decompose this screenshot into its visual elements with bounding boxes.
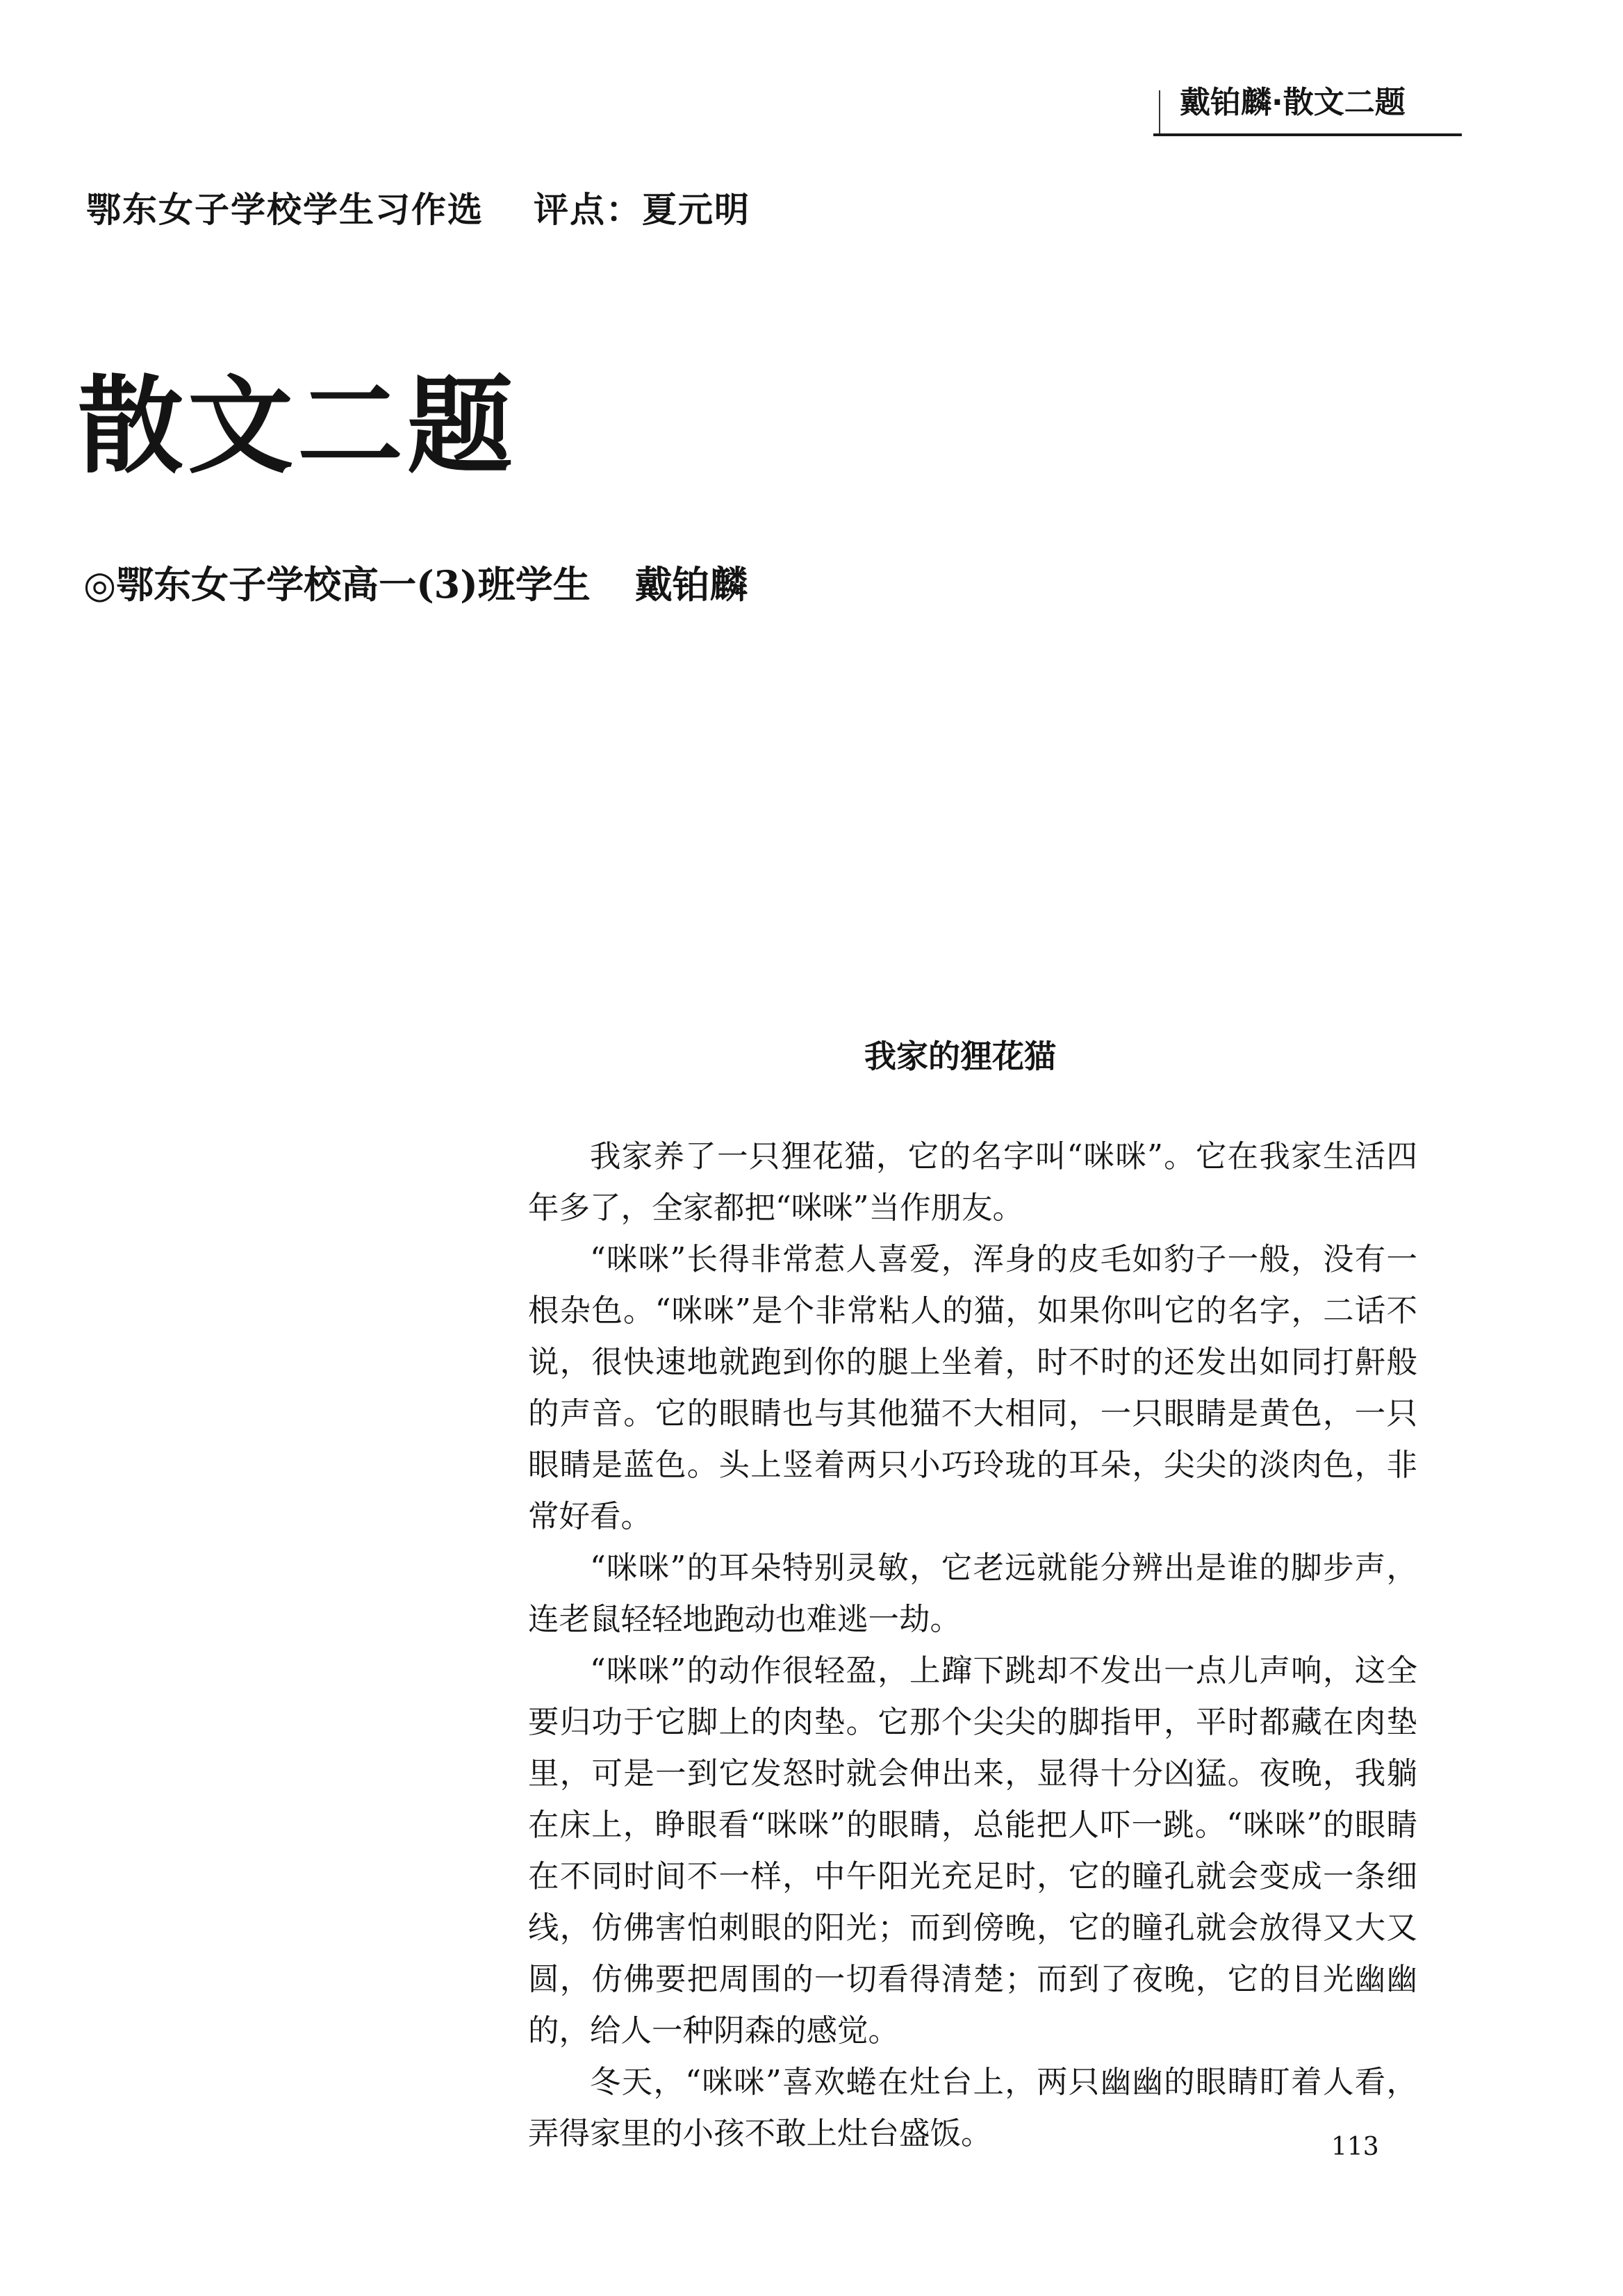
page-number: 113 [1331,2133,1379,2161]
running-header [1153,75,1462,136]
essay-paragraph: “咪咪”的耳朵特别灵敏，它老远就能分辨出是谁的脚步声，连老鼠轻轻地跑动也难逃一劫。 [528,1550,1417,1637]
running-header-text: 戴铂麟·散文二题 [1180,85,1406,120]
byline-author: 戴铂麟 [634,562,748,607]
essay-paragraph: “咪咪”的动作很轻盈，上蹿下跳却不发出一点儿声响，这全要归功于它脚上的肉垫。它那个尖尖的脚指甲，平时都藏在肉垫里，可是一到它发怒时就会伸出来，显得十分凶猛。夜晚，我躺在床上，睁眼看“咪咪”的眼睛，总能把人吓一跳。“咪咪”的眼睛在不同时间不一样，中午阳光充足时，它的瞳孔就会变成一条细线，仿佛害怕刺眼的阳光；而到傍晚，它的瞳孔就会放得又大又圆，仿佛要把周围的一切看得清楚；而到了夜晚，它的目光幽幽的，给人一种阴森的感觉。 [528,1653,1417,2049]
essay-paragraph: 我家养了一只狸花猫，它的名字叫“咪咪”。它在我家生活四年多了，全家都把“咪咪”当作朋友。 [528,1139,1417,1226]
essay-paragraph: 冬天，“咪咪”喜欢蜷在灶台上，两只幽幽的眼睛盯着人看，弄得家里的小孩不敢上灶台盛饭。 [528,2065,1417,2151]
page-title: 散文二题 [78,365,517,488]
series-line [86,189,750,231]
byline [83,560,748,609]
series-editor: 评点：夏元明 [534,190,750,230]
essay-paragraph: “咪咪”长得非常惹人喜爱，浑身的皮毛如豹子一般，没有一根杂色。“咪咪”是个非常粘人的猫，如果你叫它的名字，二话不说，很快速地就跑到你的腿上坐着，时不时的还发出如同打鼾般的声音。它的眼睛也与其他猫不大相同，一只眼睛是黄色，一只眼睛是蓝色。头上竖着两只小巧玲珑的耳朵，尖尖的淡肉色，非常好看。 [528,1242,1417,1534]
series-title: 鄂东女子学校学生习作选 [86,190,484,230]
byline-school: ◎鄂东女子学校高一(3)班学生 [83,562,591,607]
essay-body [528,1131,1417,2160]
essay-title: 我家的狸花猫 [864,1038,1056,1075]
header-divider [1159,90,1160,133]
